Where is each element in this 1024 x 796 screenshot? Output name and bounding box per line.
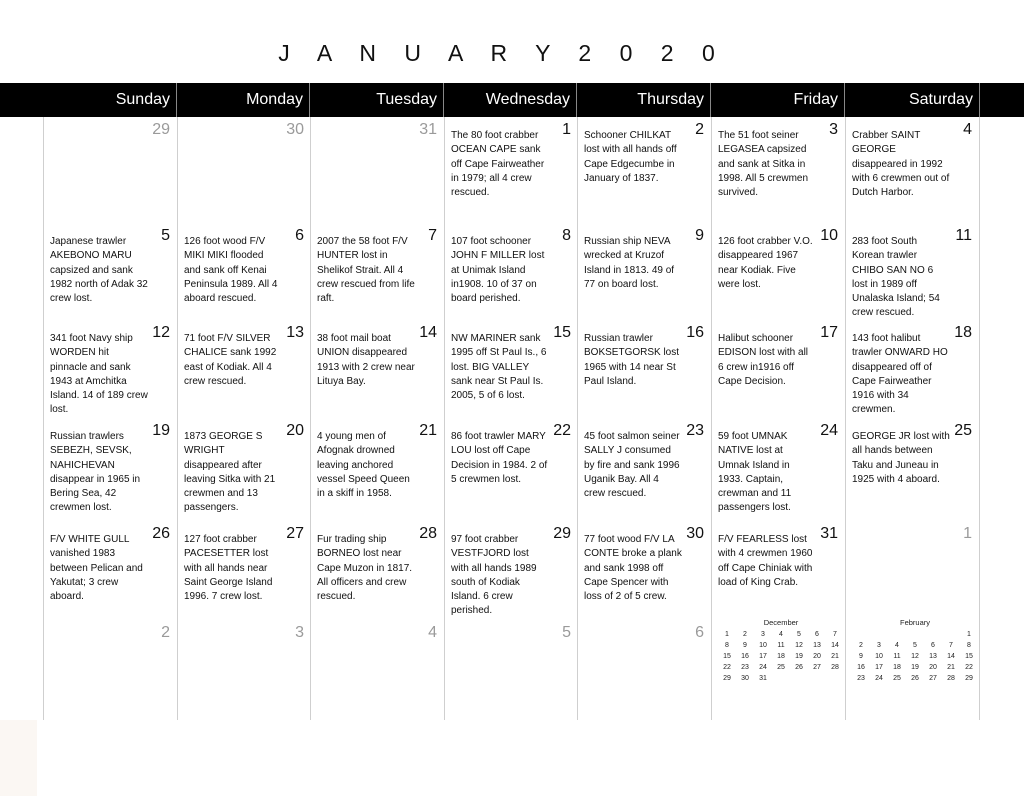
day-number: 12 bbox=[152, 324, 170, 341]
day-number: 24 bbox=[820, 422, 838, 439]
grid-line bbox=[979, 117, 980, 720]
shipwreck-note: 97 foot crabber VESTFJORD lost with all hands 1989 south of Kodiak Island. 6 crew perished. bbox=[451, 534, 537, 617]
mini-calendar-day bbox=[906, 629, 924, 640]
mini-calendar-day: 23 bbox=[857, 675, 865, 682]
mini-calendar-day bbox=[852, 629, 870, 640]
day-number: 31 bbox=[419, 121, 437, 138]
mini-calendar-day: 3 bbox=[761, 631, 765, 638]
mini-calendar-day: 13 bbox=[813, 642, 821, 649]
day-cell bbox=[711, 320, 844, 418]
mini-calendar-day: 9 bbox=[859, 653, 863, 660]
trailing-day-number: 3 bbox=[295, 624, 304, 641]
mini-calendar-day: 31 bbox=[759, 675, 767, 682]
shipwreck-note: NW MARINER sank 1995 off St Paul Is., 6 lost. BIG VALLEY sank near St Paul Is. 2005, 5 of 6 lost. bbox=[451, 333, 547, 402]
mini-calendar-day: 18 bbox=[893, 664, 901, 671]
mini-calendar-day: 21 bbox=[947, 664, 955, 671]
day-number: 30 bbox=[286, 121, 304, 138]
mini-calendar-day: 19 bbox=[911, 664, 919, 671]
day-number: 31 bbox=[820, 525, 838, 542]
mini-calendar-december bbox=[718, 618, 844, 684]
shipwreck-note: F/V FEARLESS lost with 4 crewmen 1960 off Cape Chiniak with load of King Crab. bbox=[718, 534, 813, 588]
day-cell bbox=[310, 223, 443, 320]
mini-calendar-day: 22 bbox=[965, 664, 973, 671]
mini-calendar-day: 27 bbox=[813, 664, 821, 671]
day-cell bbox=[310, 117, 443, 223]
mini-calendar-day: 24 bbox=[875, 675, 883, 682]
mini-calendar-day: 18 bbox=[777, 653, 785, 660]
mini-calendar-day: 2 bbox=[743, 631, 747, 638]
shipwreck-note: 283 foot South Korean trawler CHIBO SAN NO 6 lost in 1989 off Unalaska Island; 54 crew rescued. bbox=[852, 236, 940, 319]
mini-calendar-day: 19 bbox=[795, 653, 803, 660]
weekday-friday: Friday bbox=[711, 83, 845, 117]
day-cell bbox=[444, 223, 577, 320]
mini-calendar-day: 9 bbox=[743, 642, 747, 649]
mini-calendar-day: 21 bbox=[831, 653, 839, 660]
shipwreck-note: The 51 foot seiner LEGASEA capsized and sank at Sitka in 1998. All 5 crewmen survived. bbox=[718, 130, 809, 199]
mini-calendar-day: 7 bbox=[833, 631, 837, 638]
day-number: 21 bbox=[419, 422, 437, 439]
shipwreck-note: Fur trading ship BORNEO lost near Cape Muzon in 1817. All officers and crew rescued. bbox=[317, 534, 413, 603]
mini-calendar-day: 5 bbox=[913, 642, 917, 649]
mini-calendar-day: 8 bbox=[725, 642, 729, 649]
day-number: 14 bbox=[419, 324, 437, 341]
day-cell bbox=[177, 117, 310, 223]
day-cell bbox=[845, 117, 978, 223]
mini-calendar-day: 1 bbox=[725, 631, 729, 638]
mini-calendar-day: 10 bbox=[759, 642, 767, 649]
mini-calendar-day: 14 bbox=[831, 642, 839, 649]
day-number: 4 bbox=[963, 121, 972, 138]
mini-calendar-day: 8 bbox=[967, 642, 971, 649]
mini-calendar-day: 25 bbox=[893, 675, 901, 682]
shipwreck-note: 45 foot salmon seiner SALLY J consumed by fire and sank 1996 Uganik Bay. All 4 crew rescued. bbox=[584, 431, 680, 500]
shipwreck-note: The 80 foot crabber OCEAN CAPE sank off Cape Fairweather in 1979; all 4 crew rescued. bbox=[451, 130, 545, 199]
day-cell bbox=[177, 418, 310, 521]
mini-calendar-day: 23 bbox=[741, 664, 749, 671]
day-cell bbox=[711, 521, 844, 619]
mini-calendar-day: 2 bbox=[859, 642, 863, 649]
shipwreck-note: Russian trawler BOKSETGORSK lost 1965 with 14 near St Paul Island. bbox=[584, 333, 680, 387]
day-cell bbox=[310, 418, 443, 521]
day-cell bbox=[444, 418, 577, 521]
day-cell bbox=[711, 223, 844, 320]
day-cell bbox=[577, 521, 710, 619]
mini-calendar-day bbox=[790, 673, 808, 684]
day-number: 19 bbox=[152, 422, 170, 439]
trailing-day-number: 6 bbox=[695, 624, 704, 641]
mini-calendar-day: 4 bbox=[779, 631, 783, 638]
shipwreck-note: 126 foot wood F/V MIKI MIKI flooded and sank off Kenai Peninsula 1989. All 4 aboard rescued. bbox=[184, 236, 278, 305]
mini-calendar-day bbox=[924, 629, 942, 640]
mini-calendar-day: 5 bbox=[797, 631, 801, 638]
day-number: 13 bbox=[286, 324, 304, 341]
day-cell bbox=[577, 418, 710, 521]
day-cell bbox=[444, 117, 577, 223]
day-cell bbox=[177, 521, 310, 619]
day-cell bbox=[711, 117, 844, 223]
day-cell bbox=[845, 320, 978, 418]
mini-calendar-day: 6 bbox=[815, 631, 819, 638]
mini-calendar-title: February bbox=[899, 618, 930, 627]
day-number: 20 bbox=[286, 422, 304, 439]
shipwreck-note: 71 foot F/V SILVER CHALICE sank 1992 east of Kodiak. All 4 crew rescued. bbox=[184, 333, 277, 387]
day-cell bbox=[711, 418, 844, 521]
day-cell bbox=[177, 223, 310, 320]
day-cell bbox=[845, 223, 978, 320]
day-number: 26 bbox=[152, 525, 170, 542]
mini-calendar-day: 24 bbox=[759, 664, 767, 671]
shipwreck-note: 126 foot crabber V.O. disappeared 1967 near Kodiak. Five were lost. bbox=[718, 236, 813, 290]
mini-calendar-day: 13 bbox=[929, 653, 937, 660]
shipwreck-note: Japanese trawler AKEBONO MARU capsized and sank 1982 north of Adak 32 crew lost. bbox=[50, 236, 148, 305]
mini-calendar-day: 22 bbox=[723, 664, 731, 671]
day-number: 28 bbox=[419, 525, 437, 542]
mini-calendar-day bbox=[888, 629, 906, 640]
mini-calendar-day: 20 bbox=[929, 664, 937, 671]
mini-calendar-day: 25 bbox=[777, 664, 785, 671]
day-number: 25 bbox=[954, 422, 972, 439]
mini-calendar-day: 28 bbox=[947, 675, 955, 682]
day-cell bbox=[310, 320, 443, 418]
mini-calendar-day: 6 bbox=[931, 642, 935, 649]
mini-calendar-day: 3 bbox=[877, 642, 881, 649]
day-number: 8 bbox=[562, 227, 571, 244]
day-number: 23 bbox=[686, 422, 704, 439]
shipwreck-note: 143 foot halibut trawler ONWARD HO disappeared off of Cape Fairweather 1916 with 34 crewmen. bbox=[852, 333, 948, 416]
shipwreck-note: F/V WHITE GULL vanished 1983 between Pelican and Yakutat; 3 crew aboard. bbox=[50, 534, 143, 603]
shipwreck-note: Russian trawlers SEBEZH, SEVSK, NAHICHEVAN disappear in 1965 in Bering Sea, 42 crewmen lost. bbox=[50, 431, 141, 514]
day-number: 11 bbox=[955, 227, 972, 244]
shipwreck-note: Crabber SAINT GEORGE disappeared in 1992 with 6 crewmen out of Dutch Harbor. bbox=[852, 130, 950, 199]
mini-calendar-title: December bbox=[763, 618, 799, 627]
day-number: 9 bbox=[695, 227, 704, 244]
day-number: 1 bbox=[562, 121, 571, 138]
mini-calendar-february bbox=[852, 618, 978, 684]
mini-calendar-day: 11 bbox=[777, 642, 785, 649]
day-number: 17 bbox=[820, 324, 838, 341]
mini-calendar-day: 15 bbox=[723, 653, 731, 660]
shipwreck-note: 127 foot crabber PACESETTER lost with all hands near Saint George Island 1996. 7 crew lost. bbox=[184, 534, 273, 603]
mini-calendar-day bbox=[808, 673, 826, 684]
day-number: 29 bbox=[553, 525, 571, 542]
shipwreck-note: 107 foot schooner JOHN F MILLER lost at Unimak Island in1908. 10 of 37 on board perished. bbox=[451, 236, 545, 305]
day-number: 27 bbox=[286, 525, 304, 542]
mini-calendar-day: 17 bbox=[875, 664, 883, 671]
shipwreck-note: 59 foot UMNAK NATIVE lost at Umnak Island in 1933. Captain, crewman and 11 passengers lost. bbox=[718, 431, 792, 514]
weekday-monday: Monday bbox=[177, 83, 310, 117]
day-number: 3 bbox=[829, 121, 838, 138]
shipwreck-note: Schooner CHILKAT lost with all hands off Cape Edgecumbe in January of 1837. bbox=[584, 130, 677, 184]
day-number: 15 bbox=[553, 324, 571, 341]
mini-calendar-day: 29 bbox=[965, 675, 973, 682]
mini-calendar-day: 30 bbox=[741, 675, 749, 682]
day-cell bbox=[43, 320, 176, 418]
mini-calendar-day: 16 bbox=[857, 664, 865, 671]
mini-calendar-day: 7 bbox=[949, 642, 953, 649]
weekday-tuesday: Tuesday bbox=[310, 83, 444, 117]
mini-calendar-day: 17 bbox=[759, 653, 767, 660]
shipwreck-note: 86 foot trawler MARY LOU lost off Cape Decision in 1984. 2 of 5 crewmen lost. bbox=[451, 431, 548, 485]
shipwreck-note: GEORGE JR lost with all hands between Taku and Juneau in 1925 with 4 aboard. bbox=[852, 431, 950, 485]
shipwreck-note: Russian ship NEVA wrecked at Kruzof Island in 1813. 49 of 77 on board lost. bbox=[584, 236, 675, 290]
day-cell bbox=[43, 418, 176, 521]
mini-calendar-day: 11 bbox=[893, 653, 901, 660]
day-cell bbox=[577, 320, 710, 418]
day-number: 7 bbox=[428, 227, 437, 244]
day-cell bbox=[444, 521, 577, 619]
trailing-day-number: 2 bbox=[161, 624, 170, 641]
day-number: 2 bbox=[695, 121, 704, 138]
mini-calendar-day: 26 bbox=[911, 675, 919, 682]
weekday-thursday: Thursday bbox=[577, 83, 711, 117]
mini-calendar-day bbox=[772, 673, 790, 684]
shipwreck-note: 38 foot mail boat UNION disappeared 1913 with 2 crew near Lituya Bay. bbox=[317, 333, 415, 387]
day-cell bbox=[577, 117, 710, 223]
weekday-header-bar bbox=[0, 83, 1024, 117]
mini-calendar-day: 29 bbox=[723, 675, 731, 682]
day-cell bbox=[43, 117, 176, 223]
day-number: 29 bbox=[152, 121, 170, 138]
mini-calendar-day: 15 bbox=[965, 653, 973, 660]
weekday-sunday: Sunday bbox=[43, 83, 177, 117]
mini-calendar-day: 12 bbox=[795, 642, 803, 649]
day-number: 5 bbox=[161, 227, 170, 244]
shipwreck-note: 2007 the 58 foot F/V HUNTER lost in Shelikof Strait. All 4 crew rescued from life raft. bbox=[317, 236, 415, 305]
day-number: 16 bbox=[686, 324, 704, 341]
day-number: 6 bbox=[295, 227, 304, 244]
shipwreck-note: 1873 GEORGE S WRIGHT disappeared after leaving Sitka with 21 crewmen and 13 passengers. bbox=[184, 431, 276, 514]
trailing-day-number: 5 bbox=[562, 624, 571, 641]
mini-calendar-day: 28 bbox=[831, 664, 839, 671]
day-number: 1 bbox=[963, 525, 972, 542]
trailing-day-number: 4 bbox=[428, 624, 437, 641]
day-number: 18 bbox=[954, 324, 972, 341]
mini-calendar-day bbox=[826, 673, 844, 684]
mini-calendar-day: 27 bbox=[929, 675, 937, 682]
mini-calendar-day: 10 bbox=[875, 653, 883, 660]
mini-calendar-day bbox=[942, 629, 960, 640]
day-cell bbox=[845, 418, 978, 521]
day-cell bbox=[310, 521, 443, 619]
day-number: 30 bbox=[686, 525, 704, 542]
mini-calendar-day: 14 bbox=[947, 653, 955, 660]
day-number: 22 bbox=[553, 422, 571, 439]
shipwreck-note: 4 young men of Afognak drowned leaving anchored vessel Speed Queen in a skiff in 1958. bbox=[317, 431, 410, 500]
page-corner-shade bbox=[0, 720, 37, 796]
day-number: 10 bbox=[820, 227, 838, 244]
mini-calendar-day bbox=[870, 629, 888, 640]
mini-calendar-day: 26 bbox=[795, 664, 803, 671]
shipwreck-note: 341 foot Navy ship WORDEN hit pinnacle and sank 1943 at Amchitka Island. 14 of 189 crew lost. bbox=[50, 333, 148, 416]
day-cell bbox=[577, 223, 710, 320]
shipwreck-note: 77 foot wood F/V LA CONTE broke a plank and sank 1998 off Cape Spencer with loss of 2 of 5 crew. bbox=[584, 534, 682, 603]
calendar-title: J A N U A R Y 2 0 2 0 bbox=[278, 40, 726, 66]
day-cell bbox=[43, 223, 176, 320]
day-cell bbox=[43, 521, 176, 619]
day-cell bbox=[444, 320, 577, 418]
day-cell bbox=[177, 320, 310, 418]
mini-calendar-day: 16 bbox=[741, 653, 749, 660]
weekday-saturday: Saturday bbox=[845, 83, 980, 117]
day-cell bbox=[845, 521, 978, 619]
shipwreck-note: Halibut schooner EDISON lost with all 6 crew in1916 off Cape Decision. bbox=[718, 333, 809, 387]
mini-calendar-day: 4 bbox=[895, 642, 899, 649]
mini-calendar-day: 20 bbox=[813, 653, 821, 660]
weekday-wednesday: Wednesday bbox=[444, 83, 577, 117]
mini-calendar-day: 1 bbox=[967, 631, 971, 638]
mini-calendar-day: 12 bbox=[911, 653, 919, 660]
